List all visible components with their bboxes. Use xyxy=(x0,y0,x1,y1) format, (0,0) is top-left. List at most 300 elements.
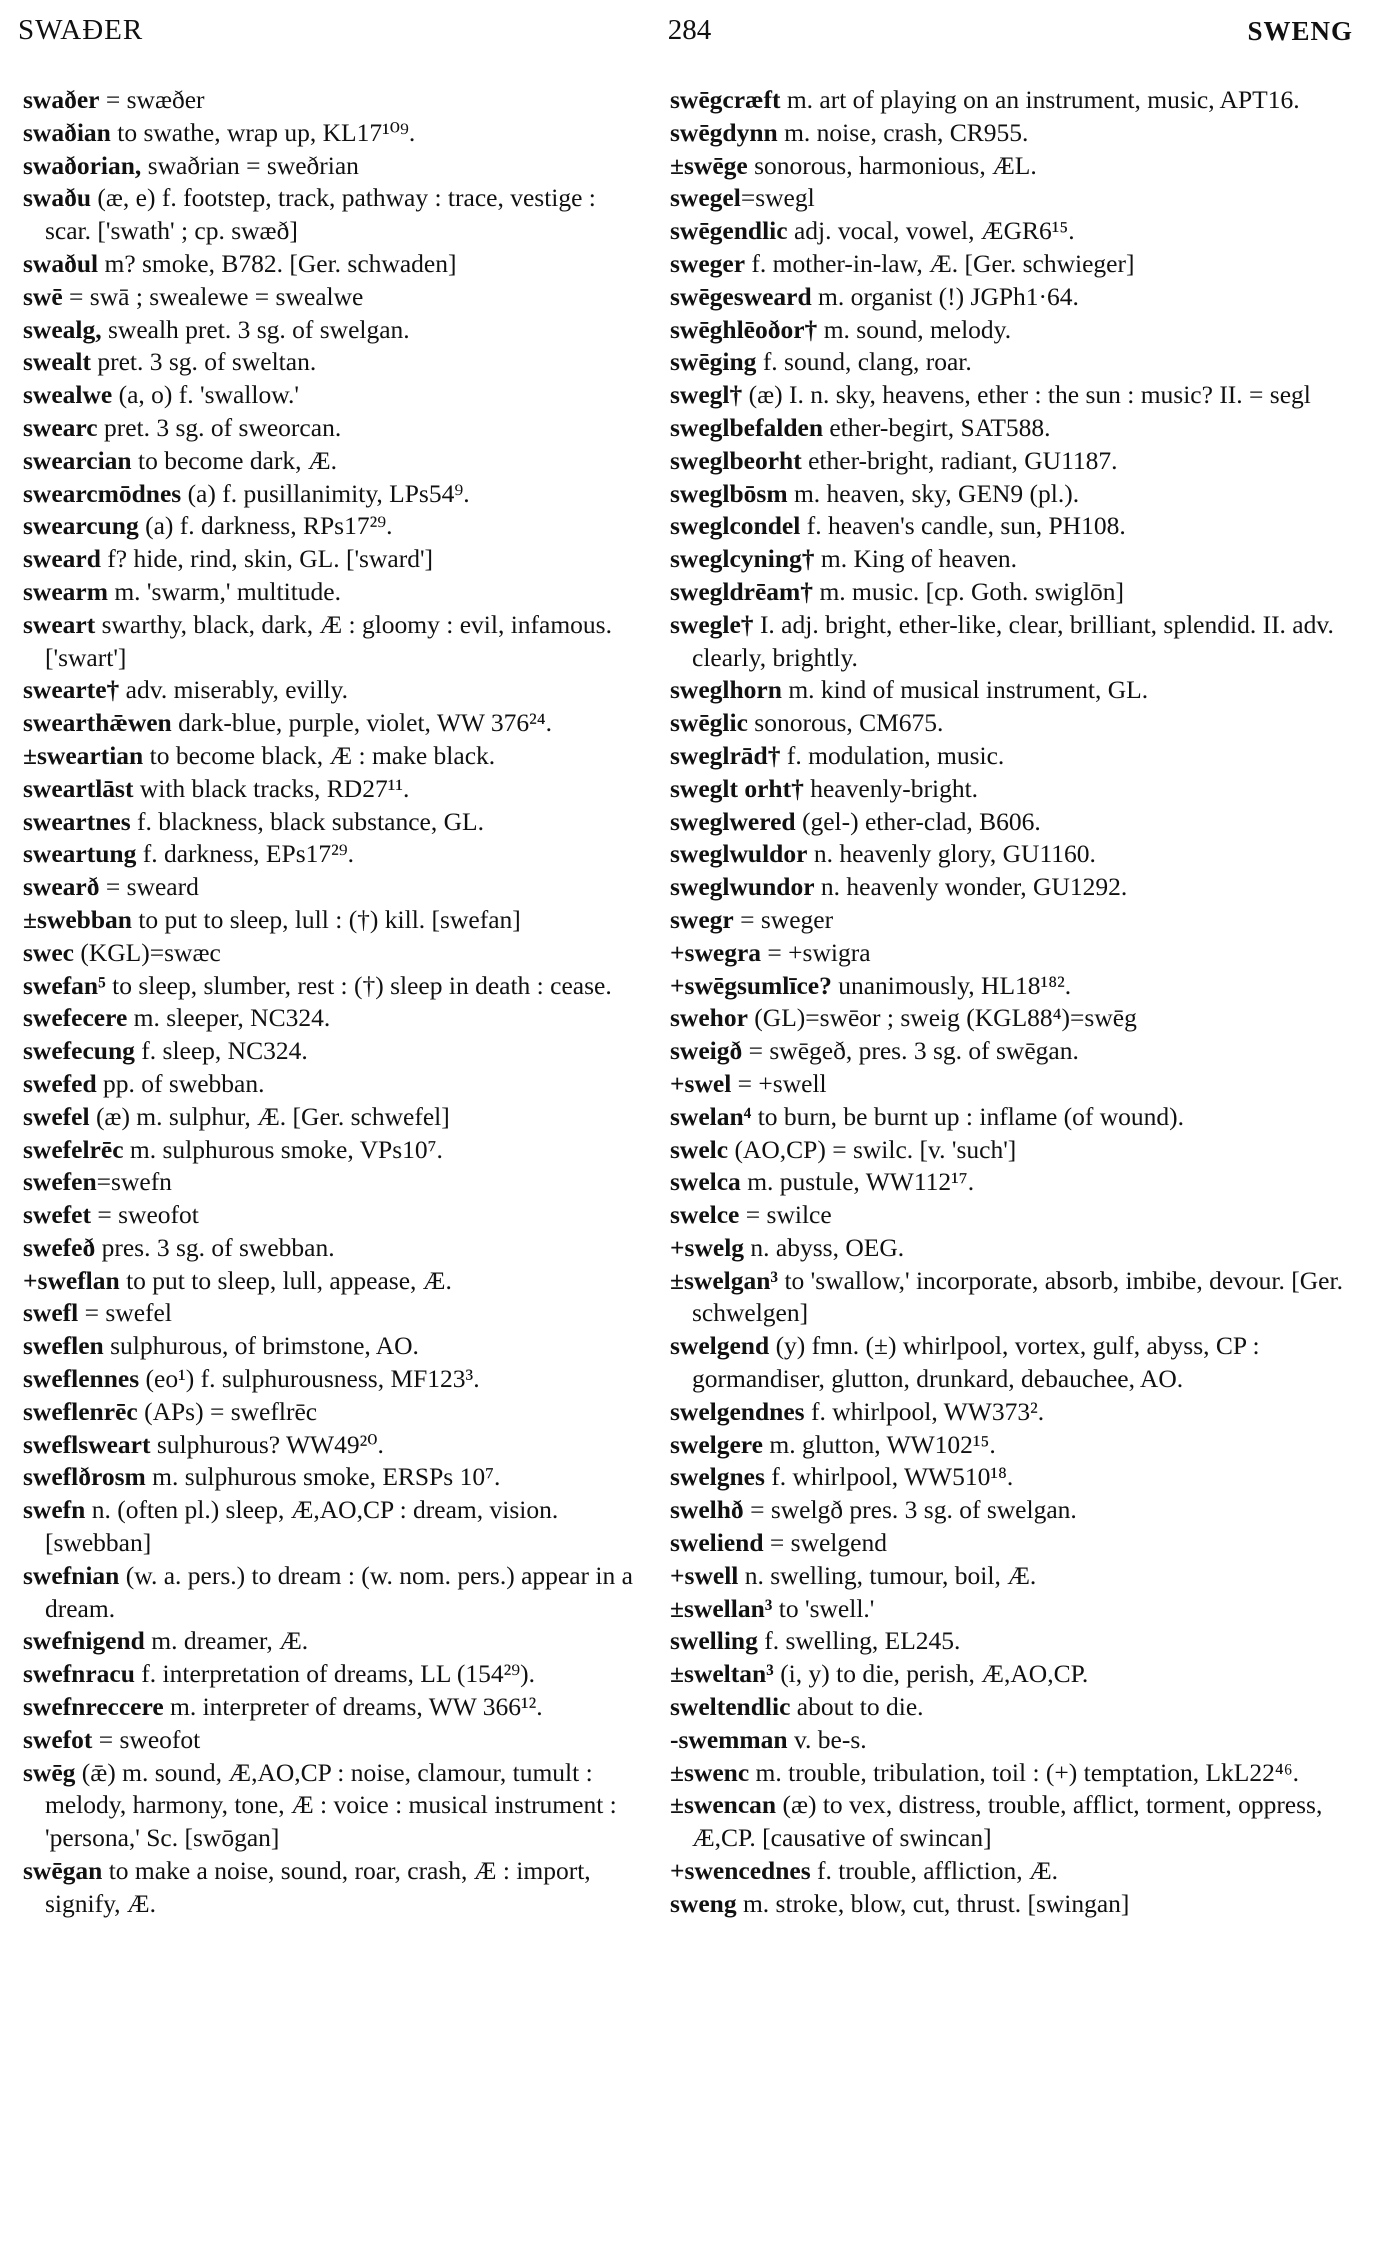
entry-definition: sonorous, CM675. xyxy=(747,708,944,738)
entry-definition: sulphurous, of brimstone, AO. xyxy=(103,1331,419,1361)
headword: sweartung xyxy=(23,839,137,869)
dictionary-entry xyxy=(670,1166,1350,1199)
headword: +swel xyxy=(670,1068,732,1098)
headword: +swell xyxy=(670,1560,739,1590)
entry-definition: = +swell xyxy=(731,1068,827,1098)
headword: sweliend xyxy=(670,1528,764,1558)
entry-definition: pres. 3 sg. of swebban. xyxy=(95,1232,335,1262)
headword: swefl xyxy=(23,1298,79,1328)
entry-definition: to become dark, Æ. xyxy=(131,445,337,475)
entry-definition: = swēgeð, pres. 3 sg. of swēgan. xyxy=(742,1036,1079,1066)
dictionary-entry xyxy=(670,215,1350,248)
entry-definition: = swæðer xyxy=(99,85,205,114)
entry-definition: = swā ; swealewe = swealwe xyxy=(62,281,364,311)
entry-definition: f. trouble, affliction, Æ. xyxy=(810,1856,1059,1886)
running-head-right: SWENG xyxy=(1247,16,1353,46)
entry-definition: n. (often pl.) sleep, Æ,AO,CP : dream, vision. [swebban] xyxy=(45,1495,559,1558)
entry-definition: m. kind of musical instrument, GL. xyxy=(781,675,1149,705)
entry-definition: = swefel xyxy=(78,1298,172,1328)
headword: swefeð xyxy=(23,1232,96,1262)
headword: sweltendlic xyxy=(670,1692,791,1722)
entry-definition: with black tracks, RD27¹¹. xyxy=(133,773,410,803)
dictionary-entry xyxy=(23,1002,647,1035)
headword: sweflennes xyxy=(23,1364,140,1394)
entry-definition: f. interpretation of dreams, LL (154²⁹). xyxy=(134,1659,535,1689)
entry-definition: m. interpreter of dreams, WW 366¹². xyxy=(163,1692,543,1722)
dictionary-entry xyxy=(670,1232,1350,1265)
entry-definition: (a) f. pusillanimity, LPs54⁹. xyxy=(181,478,470,508)
entry-definition: pp. of swebban. xyxy=(96,1068,265,1098)
headword: swaðu xyxy=(23,183,92,213)
headword: sweglwered xyxy=(670,806,796,836)
dictionary-entry xyxy=(23,1625,647,1658)
headword: sweglwundor xyxy=(670,872,815,902)
dictionary-entry xyxy=(670,1494,1350,1527)
entry-definition: m. dreamer, Æ. xyxy=(144,1626,309,1656)
dictionary-entry xyxy=(23,904,647,937)
dictionary-entry xyxy=(23,281,647,314)
dictionary-entry xyxy=(670,1757,1350,1790)
dictionary-entry xyxy=(23,150,647,183)
headword: swegldrēam† xyxy=(670,576,814,606)
entry-definition: f. whirlpool, WW373². xyxy=(804,1396,1045,1426)
dictionary-entry xyxy=(23,1035,647,1068)
headword: +swegra xyxy=(670,937,762,967)
dictionary-entry xyxy=(670,1199,1350,1232)
dictionary-entry xyxy=(23,1134,647,1167)
entry-definition: f. darkness, EPs17²⁹. xyxy=(136,839,355,869)
dictionary-entry xyxy=(670,248,1350,281)
entry-definition: adj. vocal, vowel, ÆGR6¹⁵. xyxy=(787,216,1075,246)
headword: sweger xyxy=(670,248,746,278)
entry-definition: (w. a. pers.) to dream : (w. nom. pers.) appear in a dream. xyxy=(45,1560,633,1623)
headword: swefnian xyxy=(23,1560,120,1590)
dictionary-entry xyxy=(670,1002,1350,1035)
headword: sweflen xyxy=(23,1331,104,1361)
headword: swearcmōdnes xyxy=(23,478,182,508)
headword: swegl† xyxy=(670,380,743,410)
dictionary-entry xyxy=(670,1527,1350,1560)
dictionary-entry xyxy=(23,412,647,445)
headword: sweglwuldor xyxy=(670,839,808,869)
dictionary-entry xyxy=(670,84,1350,117)
headword: swelca xyxy=(670,1167,741,1197)
dictionary-entry xyxy=(670,412,1350,445)
dictionary-entry xyxy=(670,707,1350,740)
dictionary-entry xyxy=(670,1396,1350,1429)
dictionary-entry xyxy=(23,1658,647,1691)
entry-definition: = swilce xyxy=(739,1200,832,1230)
headword: swēgesweard xyxy=(670,281,812,311)
headword: swegel xyxy=(670,183,741,213)
dictionary-entry xyxy=(670,1035,1350,1068)
headword: swēgendlic xyxy=(670,216,788,246)
headword: sweng xyxy=(670,1888,737,1918)
entry-definition: m. organist (!) JGPh1·64. xyxy=(811,281,1079,311)
dictionary-entry xyxy=(670,904,1350,937)
headword: swelgere xyxy=(670,1429,763,1459)
entry-definition: m. pustule, WW112¹⁷. xyxy=(740,1167,975,1197)
dictionary-entry xyxy=(23,117,647,150)
entry-definition: unanimously, HL18¹⁸². xyxy=(831,970,1072,1000)
entry-definition: = sweofot xyxy=(92,1724,201,1754)
headword: sweglbeorht xyxy=(670,445,802,475)
headword: ±swellan³ xyxy=(670,1593,773,1623)
headword: swefecere xyxy=(23,1003,128,1033)
dictionary-entry xyxy=(670,740,1350,773)
dictionary-entry xyxy=(23,1855,647,1921)
headword: swē xyxy=(23,281,63,311)
dictionary-entry xyxy=(670,937,1350,970)
dictionary-entry xyxy=(23,346,647,379)
entry-definition: (APs) = sweflrēc xyxy=(137,1396,318,1426)
entry-definition: = sweger xyxy=(733,904,834,934)
dictionary-entry xyxy=(23,609,647,675)
dictionary-entry xyxy=(23,674,647,707)
entry-definition: m. sulphurous smoke, VPs10⁷. xyxy=(123,1134,443,1164)
dictionary-entry xyxy=(23,1265,647,1298)
dictionary-entry xyxy=(23,1101,647,1134)
dictionary-entry xyxy=(670,1691,1350,1724)
entry-definition: m. stroke, blow, cut, thrust. [swingan] xyxy=(736,1888,1130,1918)
dictionary-entry xyxy=(670,379,1350,412)
dictionary-entry xyxy=(23,937,647,970)
dictionary-entry xyxy=(670,806,1350,839)
entry-definition: m. King of heaven. xyxy=(814,544,1018,574)
dictionary-entry xyxy=(670,1625,1350,1658)
dictionary-entry xyxy=(670,1724,1350,1757)
entry-definition: n. swelling, tumour, boil, Æ. xyxy=(738,1560,1037,1590)
entry-definition: f. sleep, NC324. xyxy=(134,1036,308,1066)
headword: swearthǣwen xyxy=(23,708,172,738)
dictionary-entry xyxy=(23,1560,647,1626)
headword: swēg xyxy=(23,1757,76,1787)
headword: ±swēge xyxy=(670,150,748,180)
headword: swealg, xyxy=(23,314,102,344)
entry-definition: (æ) I. n. sky, heavens, ether : the sun : music? II. = segl xyxy=(742,380,1311,410)
dictionary-entry xyxy=(23,543,647,576)
entry-definition: m. 'swarm,' multitude. xyxy=(107,576,341,606)
entry-definition: m. trouble, tribulation, toil : (+) temptation, LkL22⁴⁶. xyxy=(749,1757,1300,1787)
entry-definition: to 'swallow,' incorporate, absorb, imbibe, devour. [Ger. schwelgen] xyxy=(692,1265,1343,1328)
dictionary-entry xyxy=(23,838,647,871)
dictionary-entry xyxy=(670,314,1350,347)
headword: sweartlāst xyxy=(23,773,134,803)
headword: swefecung xyxy=(23,1036,135,1066)
dictionary-entry xyxy=(670,1101,1350,1134)
entry-definition: to make a noise, sound, roar, crash, Æ : import, signify, Æ. xyxy=(45,1856,591,1918)
dictionary-entry xyxy=(670,1560,1350,1593)
headword: ±sweartian xyxy=(23,740,144,770)
dictionary-entry xyxy=(23,970,647,1003)
headword: sweglt orht† xyxy=(670,773,804,803)
headword: sweard xyxy=(23,544,101,574)
headword: sweartnes xyxy=(23,806,131,836)
entry-definition: to swathe, wrap up, KL17¹⁰⁹. xyxy=(110,117,416,147)
headword: swelc xyxy=(670,1134,729,1164)
dictionary-entry xyxy=(670,609,1350,675)
entry-definition: m. heaven, sky, GEN9 (pl.). xyxy=(787,478,1080,508)
entry-definition: =swefn xyxy=(96,1167,172,1197)
entry-definition: pret. 3 sg. of sweorcan. xyxy=(97,412,342,442)
entry-definition: heavenly-bright. xyxy=(803,773,979,803)
headword: swefen xyxy=(23,1167,97,1197)
entry-definition: n. abyss, OEG. xyxy=(744,1232,905,1262)
entry-definition: f? hide, rind, skin, GL. ['sward'] xyxy=(100,544,434,574)
dictionary-entry xyxy=(23,1068,647,1101)
headword: swegr xyxy=(670,904,734,934)
headword: swelgend xyxy=(670,1331,770,1361)
dictionary-entry xyxy=(670,1789,1350,1855)
dictionary-entry xyxy=(670,1330,1350,1396)
entry-definition: (æ) m. sulphur, Æ. [Ger. schwefel] xyxy=(89,1101,450,1131)
dictionary-entry xyxy=(23,510,647,543)
dictionary-entry xyxy=(670,543,1350,576)
headword: ±swelgan³ xyxy=(670,1265,779,1295)
headword: swelhð xyxy=(670,1495,744,1525)
dictionary-entry xyxy=(23,1691,647,1724)
headword: ±swencan xyxy=(670,1790,777,1820)
entry-definition: to burn, be burnt up : inflame (of wound). xyxy=(751,1101,1185,1131)
headword: swefot xyxy=(23,1724,93,1754)
dictionary-entry xyxy=(670,871,1350,904)
headword: ±swebban xyxy=(23,904,132,934)
headword: swēgdynn xyxy=(670,117,778,147)
headword: sweglcyning† xyxy=(670,544,815,574)
dictionary-entry xyxy=(670,838,1350,871)
headword: swearð xyxy=(23,872,100,902)
dictionary-entry xyxy=(23,478,647,511)
entry-definition: adv. miserably, evilly. xyxy=(119,675,349,705)
entry-definition: = swelgend xyxy=(763,1528,887,1558)
headword: sweglrād† xyxy=(670,740,781,770)
entry-definition: (i, y) to die, perish, Æ,AO,CP. xyxy=(773,1659,1089,1689)
dictionary-entry xyxy=(23,1363,647,1396)
entry-definition: (eo¹) f. sulphurousness, MF123³. xyxy=(139,1364,480,1394)
dictionary-entry xyxy=(23,248,647,281)
entry-definition: (AO,CP) = swilc. [v. 'such'] xyxy=(728,1134,1017,1164)
dictionary-entry xyxy=(670,150,1350,183)
headword: swefelrēc xyxy=(23,1134,124,1164)
dictionary-entry xyxy=(23,1166,647,1199)
entry-definition: swealh pret. 3 sg. of swelgan. xyxy=(101,314,410,344)
dictionary-entry xyxy=(23,773,647,806)
headword: swealwe xyxy=(23,380,113,410)
entry-definition: pret. 3 sg. of sweltan. xyxy=(90,347,317,377)
dictionary-entry xyxy=(23,576,647,609)
headword: swaðul xyxy=(23,248,99,278)
headword: swaðer xyxy=(23,85,100,114)
entry-definition: to put to sleep, lull : (†) kill. [swefan] xyxy=(131,904,521,934)
headword: +swencednes xyxy=(670,1856,811,1886)
dictionary-entry xyxy=(670,773,1350,806)
headword: swearcian xyxy=(23,445,132,475)
headword: swēghlēoðor† xyxy=(670,314,818,344)
headword: swefan⁵ xyxy=(23,970,106,1000)
dictionary-entry xyxy=(670,1068,1350,1101)
entry-definition: (a, o) f. 'swallow.' xyxy=(112,380,299,410)
entry-definition: = swelgð pres. 3 sg. of swelgan. xyxy=(743,1495,1077,1525)
headword: ±sweltan³ xyxy=(670,1659,774,1689)
entry-definition: f. heaven's candle, sun, PH108. xyxy=(800,511,1126,541)
dictionary-entry xyxy=(23,1232,647,1265)
dictionary-entry xyxy=(23,1724,647,1757)
dictionary-entry xyxy=(670,1593,1350,1626)
headword: swec xyxy=(23,937,74,967)
dictionary-entry xyxy=(670,1888,1350,1921)
entry-definition: = sweard xyxy=(99,872,199,902)
entry-definition: (gel-) ether-clad, B606. xyxy=(795,806,1041,836)
entry-definition: m. music. [cp. Goth. swiglōn] xyxy=(813,576,1124,606)
entry-definition: sonorous, harmonious, ÆL. xyxy=(747,150,1037,180)
headword: sweglhorn xyxy=(670,675,782,705)
dictionary-entry xyxy=(23,1199,647,1232)
headword: swegle† xyxy=(670,609,754,639)
entry-definition: f. blackness, black substance, GL. xyxy=(130,806,484,836)
headword: swefel xyxy=(23,1101,90,1131)
entry-definition: (y) fmn. (±) whirlpool, vortex, gulf, abyss, CP : gormandiser, glutton, drunkard, debauchee, AO. xyxy=(692,1331,1260,1394)
dictionary-entry xyxy=(670,510,1350,543)
page-header xyxy=(0,14,1379,58)
headword: +sweflan xyxy=(23,1265,120,1295)
headword: swearte† xyxy=(23,675,120,705)
dictionary-entry xyxy=(670,970,1350,1003)
headword: swearm xyxy=(23,576,108,606)
entry-definition: f. whirlpool, WW510¹⁸. xyxy=(764,1462,1014,1492)
dictionary-entry xyxy=(670,1265,1350,1331)
dictionary-entry xyxy=(23,1429,647,1462)
dictionary-entry xyxy=(23,445,647,478)
dictionary-entry xyxy=(23,84,647,117)
headword: swefnreccere xyxy=(23,1692,164,1722)
entry-definition: f. sound, clang, roar. xyxy=(756,347,972,377)
entry-definition: v. be-s. xyxy=(787,1724,867,1754)
entry-definition: (KGL)=swæc xyxy=(73,937,221,967)
dictionary-entry xyxy=(23,1461,647,1494)
entry-definition: dark-blue, purple, violet, WW 376²⁴. xyxy=(171,708,553,738)
entry-definition: ether-bright, radiant, GU1187. xyxy=(801,445,1118,475)
headword: sweart xyxy=(23,609,96,639)
dictionary-entry xyxy=(670,117,1350,150)
headword: -swemman xyxy=(670,1724,788,1754)
dictionary-entry xyxy=(23,1330,647,1363)
entry-definition: m. art of playing on an instrument, music, APT16. xyxy=(780,85,1300,114)
entry-definition: about to die. xyxy=(790,1692,924,1722)
headword: +swelg xyxy=(670,1232,745,1262)
entry-definition: = +swigra xyxy=(761,937,871,967)
headword: swelling xyxy=(670,1626,758,1656)
headword: swelce xyxy=(670,1200,740,1230)
headword: sweflenrēc xyxy=(23,1396,138,1426)
entry-definition: m. sleeper, NC324. xyxy=(127,1003,331,1033)
entry-definition: f. modulation, music. xyxy=(780,740,1005,770)
entry-definition: to 'swell.' xyxy=(772,1593,875,1623)
headword: sweglcondel xyxy=(670,511,801,541)
entry-definition: (æ, e) f. footstep, track, pathway : trace, vestige : scar. ['swath' ; cp. swæð] xyxy=(45,183,596,246)
dictionary-entry xyxy=(670,576,1350,609)
entry-definition: m. sound, melody. xyxy=(817,314,1012,344)
left-column xyxy=(23,84,647,1921)
headword: swelgnes xyxy=(670,1462,765,1492)
entry-definition: I. adj. bright, ether-like, clear, brilliant, splendid. II. adv. clearly, brightly. xyxy=(692,609,1334,672)
headword: swefed xyxy=(23,1068,97,1098)
entry-definition: ether-begirt, SAT588. xyxy=(823,412,1051,442)
headword: sweflsweart xyxy=(23,1429,151,1459)
dictionary-entry xyxy=(670,281,1350,314)
dictionary-entry xyxy=(670,1429,1350,1462)
headword: swearcung xyxy=(23,511,139,541)
dictionary-entry xyxy=(23,314,647,347)
headword: swēgcræft xyxy=(670,85,781,114)
headword: swelgendnes xyxy=(670,1396,805,1426)
entry-definition: to sleep, slumber, rest : (†) sleep in death : cease. xyxy=(105,970,612,1000)
headword: swealt xyxy=(23,347,91,377)
headword: swaðian xyxy=(23,117,111,147)
page-number: 284 xyxy=(667,14,712,46)
headword: sweglbefalden xyxy=(670,412,823,442)
entry-definition: (ǣ) m. sound, Æ,AO,CP : noise, clamour, tumult : melody, harmony, tone, Æ : voice : musical instrument : 'persona,' Sc. [swōgan] xyxy=(45,1757,617,1853)
entry-definition: f. swelling, EL245. xyxy=(757,1626,961,1656)
headword: swehor xyxy=(670,1003,748,1033)
dictionary-entry xyxy=(23,182,647,248)
dictionary-entry xyxy=(23,740,647,773)
dictionary-entry xyxy=(23,1757,647,1855)
dictionary-entry xyxy=(670,346,1350,379)
headword: sweigð xyxy=(670,1036,743,1066)
dictionary-entry xyxy=(23,1396,647,1429)
dictionary-entry xyxy=(23,1297,647,1330)
entry-definition: = sweofot xyxy=(90,1200,199,1230)
headword: swefnracu xyxy=(23,1659,135,1689)
dictionary-entry xyxy=(23,707,647,740)
dictionary-entry xyxy=(670,1855,1350,1888)
entry-definition: m. glutton, WW102¹⁵. xyxy=(763,1429,996,1459)
dictionary-entry xyxy=(23,379,647,412)
dictionary-entry xyxy=(670,478,1350,511)
dictionary-entry xyxy=(670,445,1350,478)
dictionary-entry xyxy=(670,1658,1350,1691)
headword: swearc xyxy=(23,412,98,442)
entry-definition: to put to sleep, lull, appease, Æ. xyxy=(119,1265,452,1295)
entry-definition: sulphurous? WW49²⁰. xyxy=(150,1429,384,1459)
entry-definition: m. sulphurous smoke, ERSPs 10⁷. xyxy=(145,1462,501,1492)
dictionary-entry xyxy=(23,806,647,839)
entry-definition: m? smoke, B782. [Ger. schwaden] xyxy=(98,248,457,278)
entry-definition: =swegl xyxy=(740,183,815,213)
dictionary-entry xyxy=(23,1494,647,1560)
headword: swēglic xyxy=(670,708,748,738)
headword: swaðorian, xyxy=(23,150,142,180)
headword: sweflðrosm xyxy=(23,1462,146,1492)
entry-definition: (GL)=swēor ; sweig (KGL88⁴)=swēg xyxy=(747,1003,1137,1033)
headword: ±swenc xyxy=(670,1757,750,1787)
right-column xyxy=(670,84,1350,1921)
headword: +swēgsumlīce? xyxy=(670,970,832,1000)
entry-definition: to become black, Æ : make black. xyxy=(143,740,496,770)
dictionary-entry xyxy=(23,871,647,904)
entry-definition: (a) f. darkness, RPs17²⁹. xyxy=(138,511,393,541)
entry-definition: (æ) to vex, distress, trouble, afflict, torment, oppress, Æ,CP. [causative of swincan] xyxy=(692,1790,1323,1853)
headword: swēgan xyxy=(23,1856,103,1886)
entry-definition: swarthy, black, dark, Æ : gloomy : evil, infamous. ['swart'] xyxy=(45,609,612,672)
headword: sweglbōsm xyxy=(670,478,788,508)
dictionary-entry xyxy=(670,1134,1350,1167)
headword: swelan⁴ xyxy=(670,1101,752,1131)
entry-definition: f. mother-in-law, Æ. [Ger. schwieger] xyxy=(745,248,1135,278)
dictionary-entry xyxy=(670,674,1350,707)
headword: swefet xyxy=(23,1200,91,1230)
running-head-left: SWAÐER xyxy=(18,14,144,46)
